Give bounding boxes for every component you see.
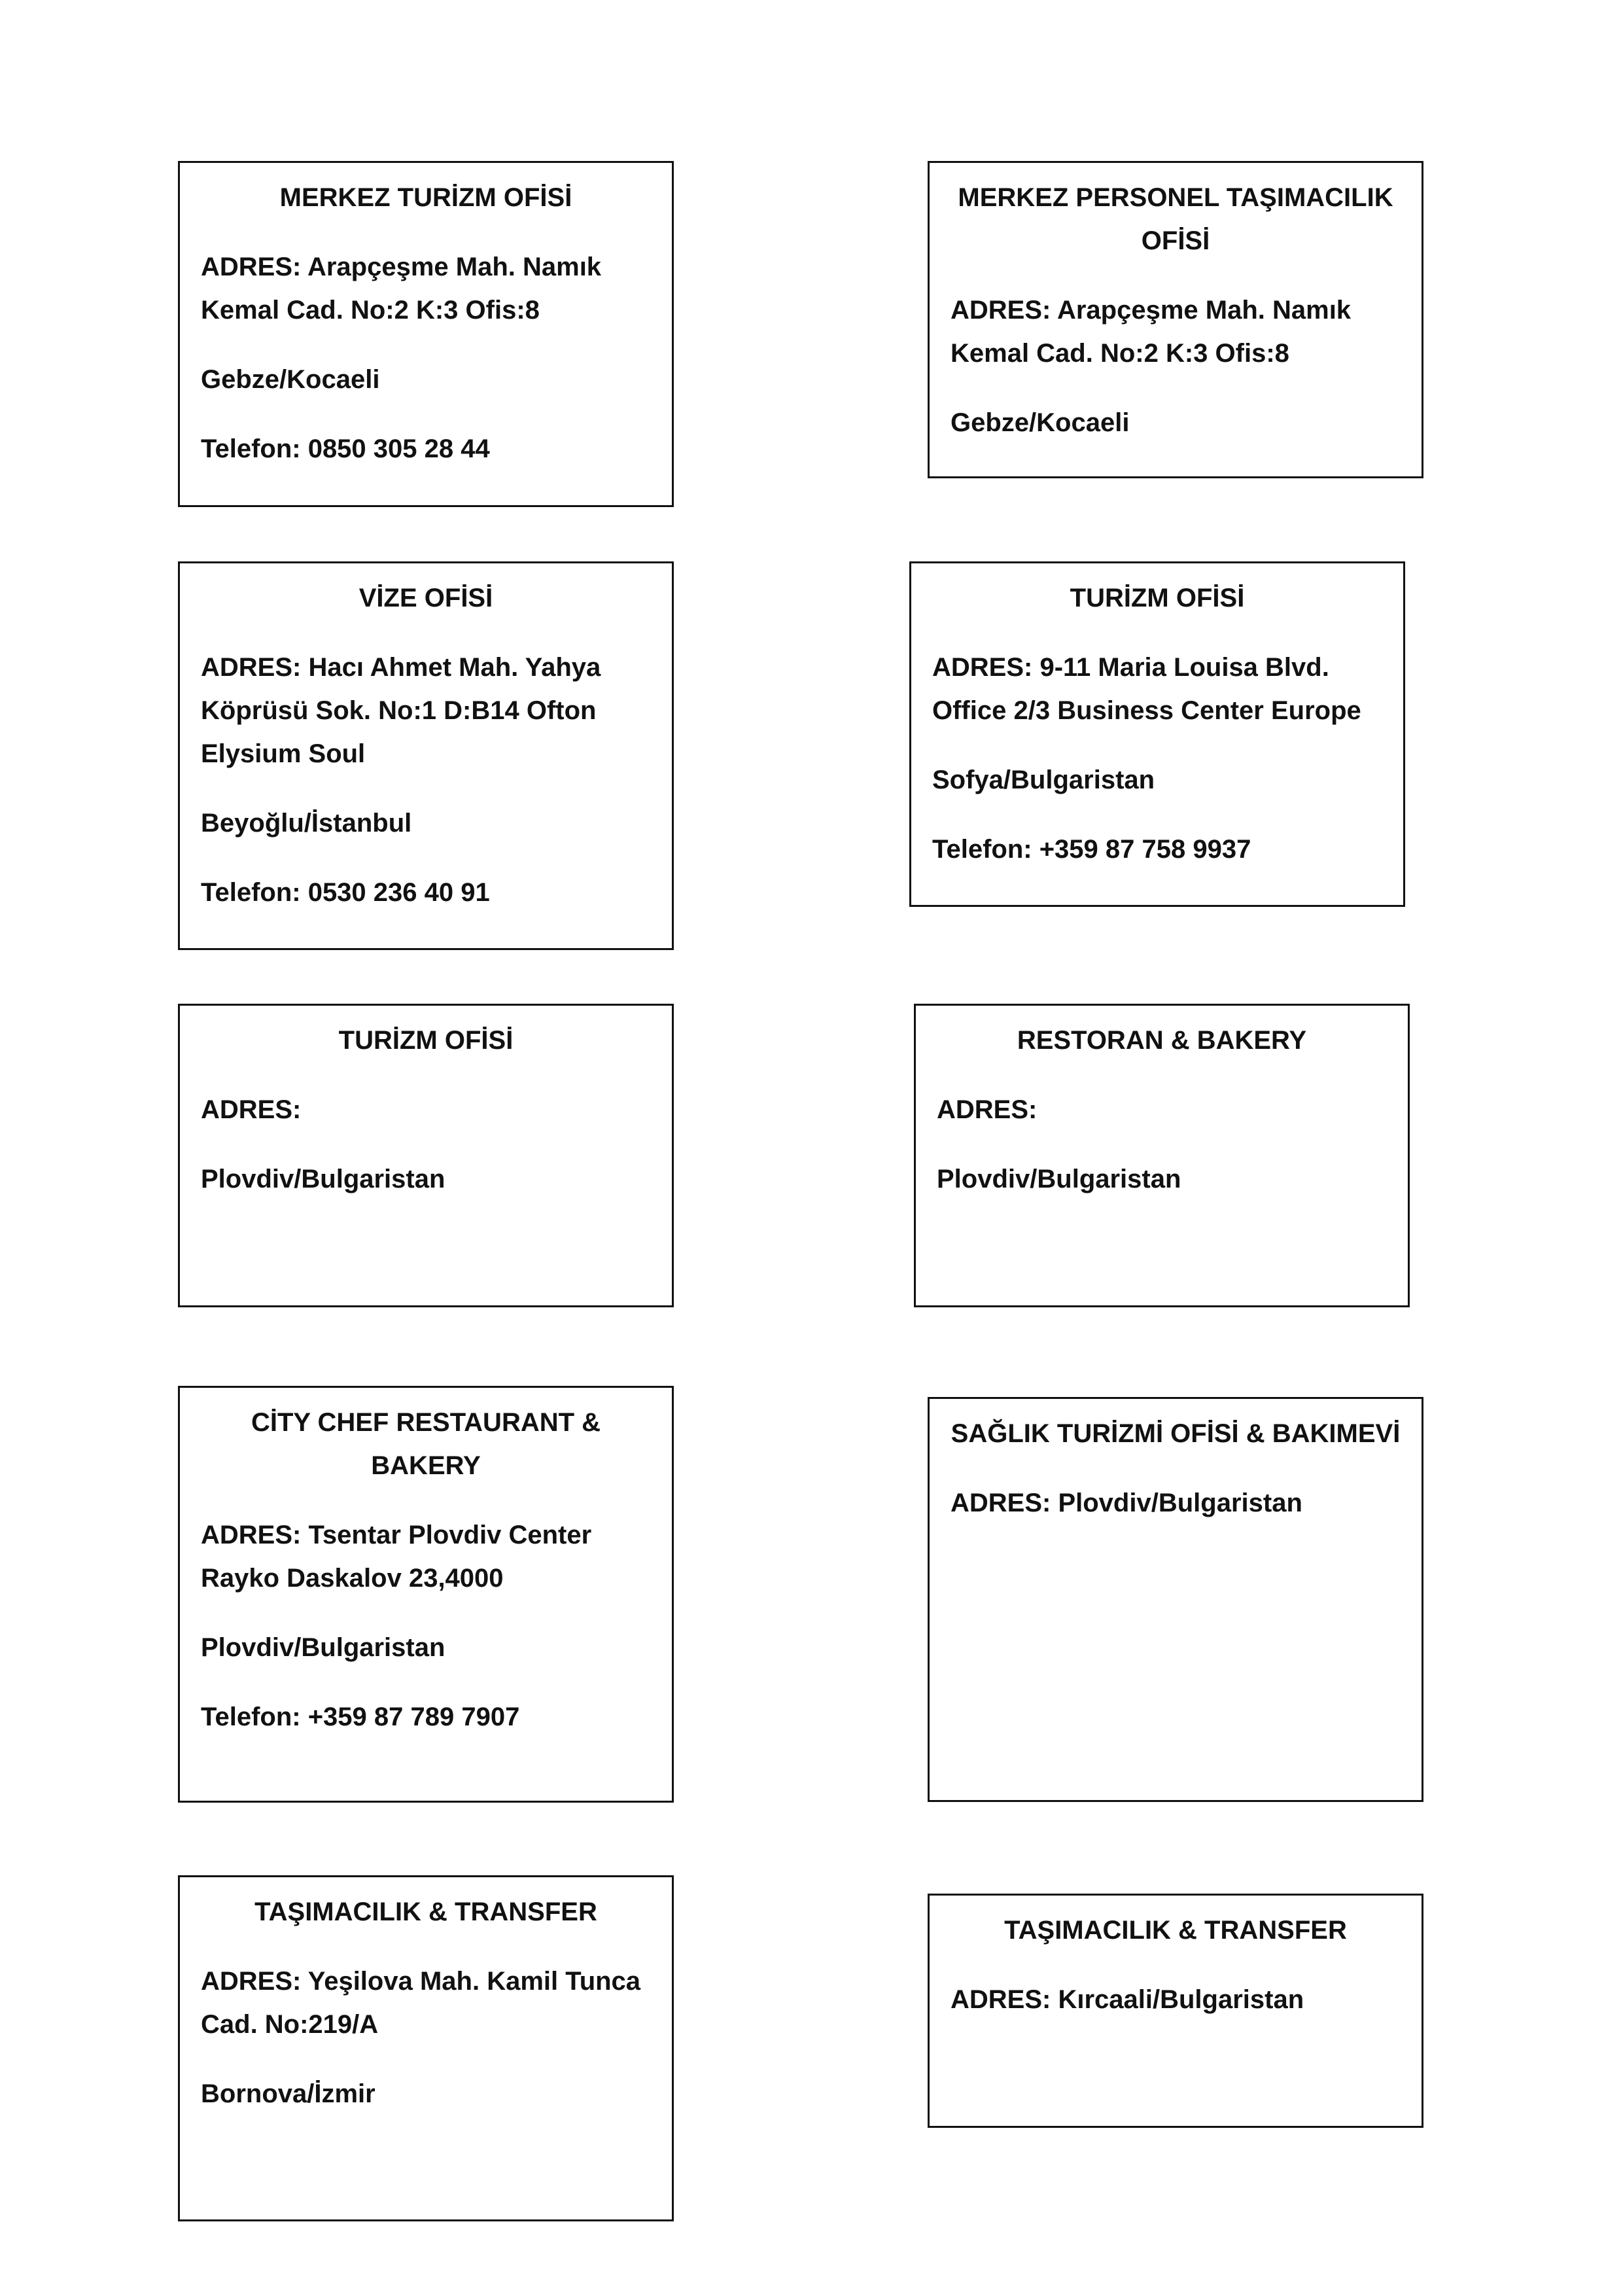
card-address: ADRES: Yeşilova Mah. Kamil Tunca Cad. No:219/A [201,1967,641,2039]
card-address: ADRES: Hacı Ahmet Mah. Yahya Köprüsü Sok. No:1 D:B14 Ofton Elysium Soul [201,653,601,768]
office-card-tasimacilik-izmir [178,1875,674,2221]
card-title: TAŞIMACILIK & TRANSFER [254,1898,597,1926]
card-title: VİZE OFİSİ [358,584,493,612]
card-city: Gebze/Kocaeli [201,365,380,394]
office-card-city-chef [178,1386,674,1803]
card-title: MERKEZ PERSONEL TAŞIMACILIK OFİSİ [958,183,1393,255]
card-city: Sofya/Bulgaristan [932,766,1155,794]
card-title: SAĞLIK TURİZMİ OFİSİ & BAKIMEVİ [951,1419,1401,1448]
office-card-merkez-turizm [178,161,674,507]
card-address: ADRES: [937,1095,1038,1124]
card-city: Plovdiv/Bulgaristan [201,1165,445,1193]
office-card-merkez-personel [928,161,1423,478]
card-city: Plovdiv/Bulgaristan [937,1165,1181,1193]
card-city: Beyoğlu/İstanbul [201,809,412,838]
card-phone: Telefon: +359 87 758 9937 [932,835,1251,864]
office-card-tasimacilik-kircaali [928,1894,1423,2128]
card-title: TURİZM OFİSİ [338,1026,514,1055]
office-card-turizm-sofya [909,561,1405,907]
office-card-turizm-plovdiv [178,1004,674,1307]
card-title: CİTY CHEF RESTAURANT & BAKERY [251,1408,601,1480]
card-address: ADRES: Tsentar Plovdiv Center Rayko Daskalov 23,4000 [201,1521,592,1593]
card-city: Bornova/İzmir [201,2079,375,2108]
office-card-vize [178,561,674,950]
card-title: TAŞIMACILIK & TRANSFER [1004,1916,1347,1945]
card-phone: Telefon: 0530 236 40 91 [201,878,490,907]
card-city: Gebze/Kocaeli [951,408,1130,437]
card-address: ADRES: Kırcaali/Bulgaristan [951,1985,1304,2014]
card-address: ADRES: Plovdiv/Bulgaristan [951,1489,1302,1517]
card-title: MERKEZ TURİZM OFİSİ [279,183,572,212]
card-address: ADRES: 9-11 Maria Louisa Blvd. Office 2/3 Business Center Europe [932,653,1361,725]
card-city: Plovdiv/Bulgaristan [201,1633,445,1662]
card-address: ADRES: Arapçeşme Mah. Namık Kemal Cad. No:2 K:3 Ofis:8 [951,296,1352,368]
card-phone: Telefon: +359 87 789 7907 [201,1703,520,1731]
office-card-saglik-turizmi [928,1397,1423,1802]
card-address: ADRES: [201,1095,302,1124]
card-phone: Telefon: 0850 305 28 44 [201,434,490,463]
card-address: ADRES: Arapçeşme Mah. Namık Kemal Cad. No:2 K:3 Ofis:8 [201,253,602,325]
office-card-restoran-bakery [914,1004,1410,1307]
card-title: TURİZM OFİSİ [1070,584,1245,612]
card-title: RESTORAN & BAKERY [1017,1026,1307,1055]
